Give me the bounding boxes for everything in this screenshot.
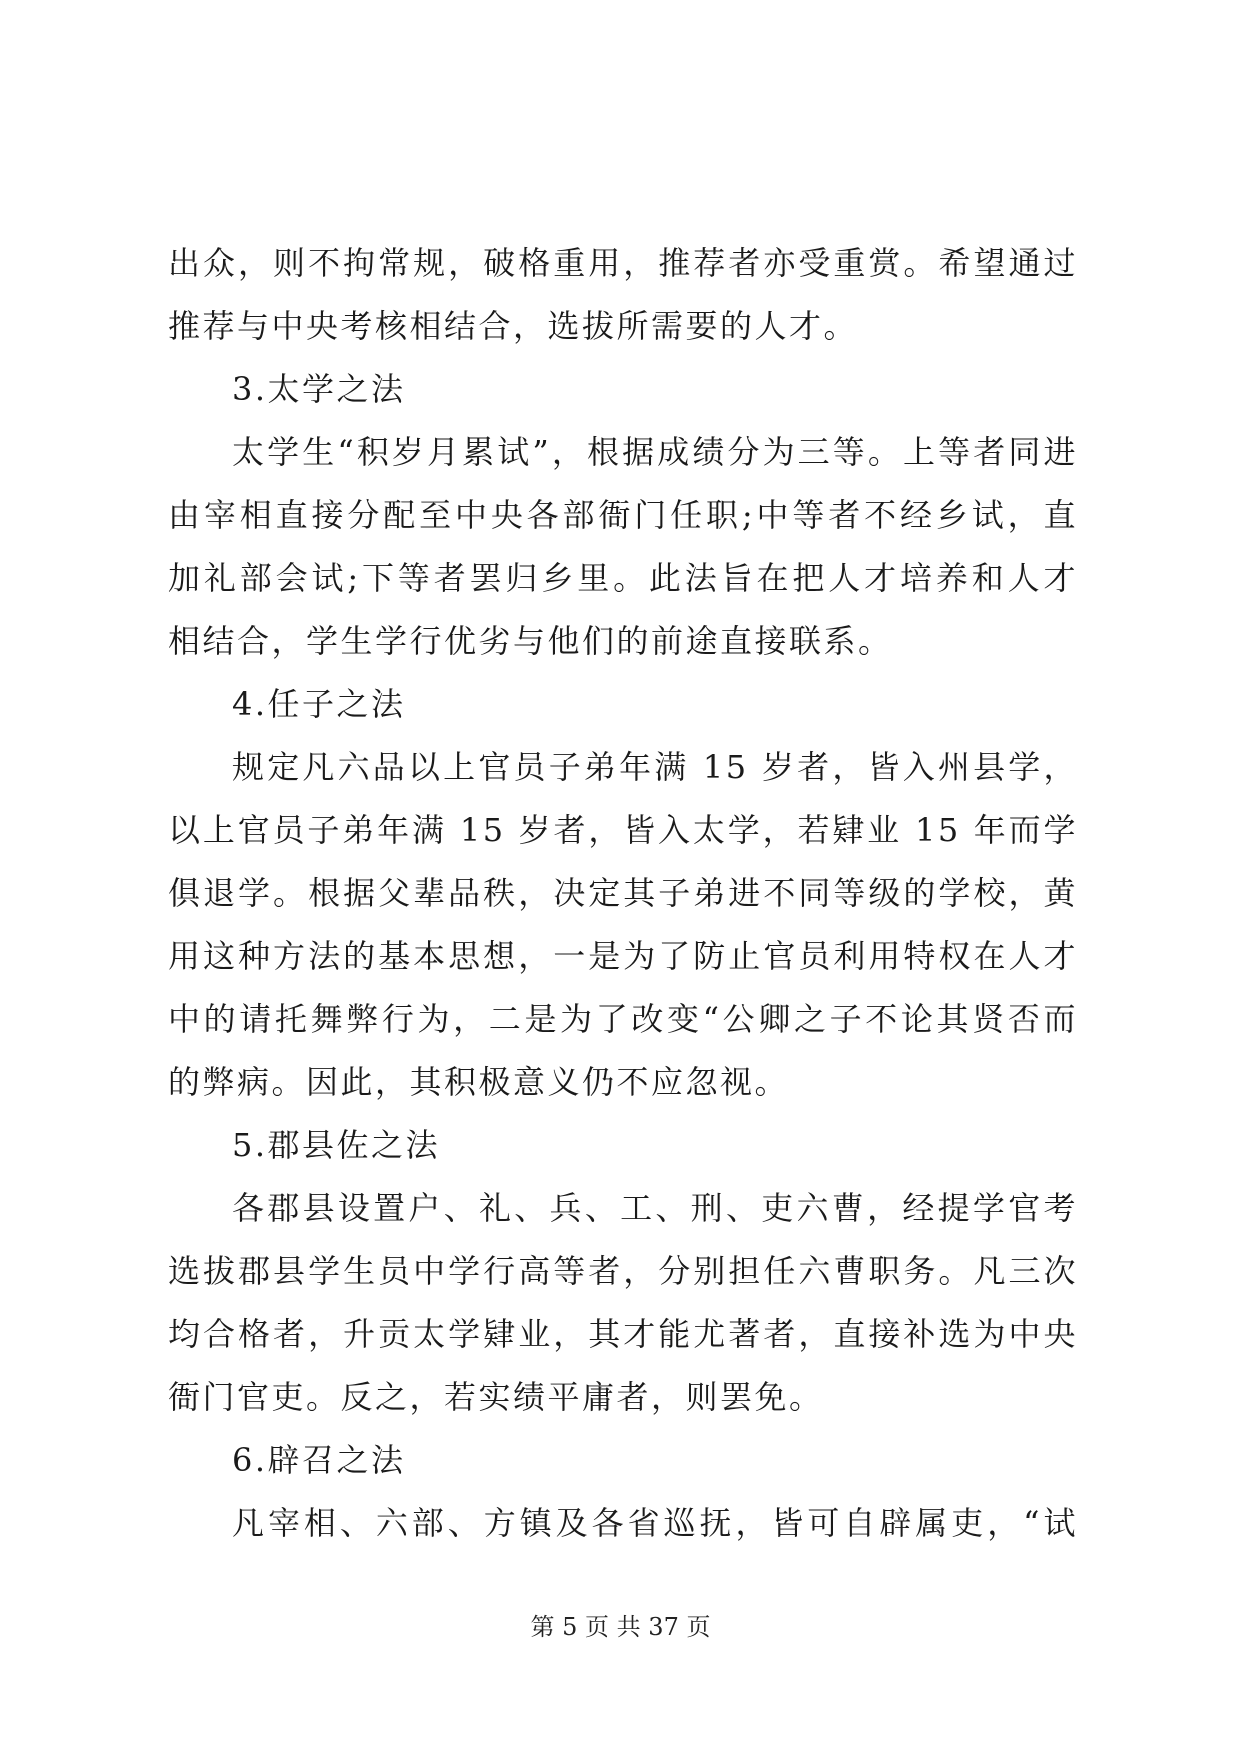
text-line: 规定凡六品以上官员子弟年满 15 岁者，皆入州县学， xyxy=(232,748,1078,786)
text-line: 均合格者，升贡太学肄业，其才能尤著者，直接补选为中央 xyxy=(168,1315,1078,1353)
text-line: 用这种方法的基本思想，一是为了防止官员利用特权在人才 xyxy=(168,937,1078,975)
section-heading: 4.任子之法 xyxy=(232,685,406,723)
section-heading: 6.辟召之法 xyxy=(232,1441,406,1479)
text-line: 衙门官吏。反之，若实绩平庸者，则罢免。 xyxy=(168,1378,824,1416)
text-line: 的弊病。因此，其积极意义仍不应忽视。 xyxy=(168,1063,790,1101)
text-line: 由宰相直接分配至中央各部衙门任职;中等者不经乡试，直 xyxy=(168,496,1078,534)
body-text xyxy=(168,232,1078,1555)
text-line: 以上官员子弟年满 15 岁者，皆入太学，若肄业 15 年而学 xyxy=(168,811,1078,849)
text-line: 中的请托舞弊行为，二是为了改变“公卿之子不论其贤否而 xyxy=(168,1000,1078,1038)
page-number-footer: 第 5 页 共 37 页 xyxy=(530,1613,711,1641)
text-line: 出众，则不拘常规，破格重用，推荐者亦受重赏。希望通过 xyxy=(168,244,1078,282)
text-line: 选拔郡县学生员中学行高等者，分别担任六曹职务。凡三次 xyxy=(168,1252,1078,1290)
text-line: 太学生“积岁月累试”，根据成绩分为三等。上等者同进 xyxy=(232,433,1078,471)
text-line: 凡宰相、六部、方镇及各省巡抚，皆可自辟属吏，“试 xyxy=(232,1504,1078,1542)
text-line: 俱退学。根据父辈品秩，决定其子弟进不同等级的学校，黄 xyxy=(168,874,1078,912)
text-line: 相结合，学生学行优劣与他们的前途直接联系。 xyxy=(168,622,893,660)
section-heading: 5.郡县佐之法 xyxy=(232,1126,441,1164)
text-line: 各郡县设置户、礼、兵、工、刑、吏六曹，经提学官考 xyxy=(232,1189,1078,1227)
text-line: 加礼部会试;下等者罢归乡里。此法旨在把人才培养和人才 xyxy=(168,559,1078,597)
section-heading: 3.太学之法 xyxy=(232,370,406,408)
text-line: 推荐与中央考核相结合，选拔所需要的人才。 xyxy=(168,307,859,345)
